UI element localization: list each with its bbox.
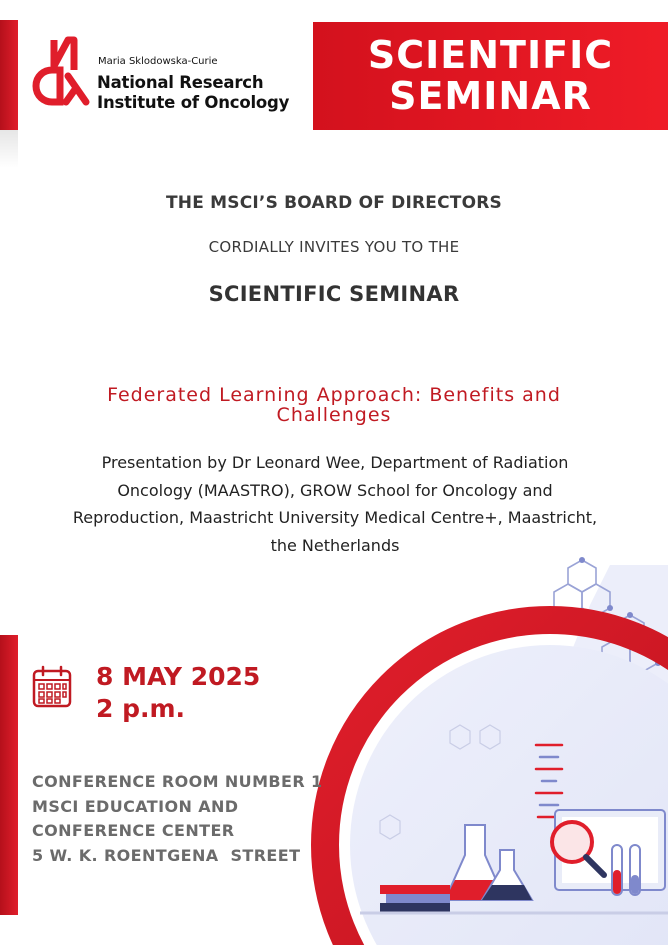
- presenter-line4: the Netherlands: [270, 535, 400, 555]
- logo-title-line2: Institute of Oncology: [97, 93, 290, 112]
- laboratory-illustration: [300, 545, 668, 945]
- venue-line1: CONFERENCE ROOM NUMBER 1: [32, 772, 323, 791]
- presenter-line2: Oncology (MAASTRO), GROW School for Oncology and: [117, 480, 553, 500]
- event-title: SCIENTIFIC SEMINAR: [208, 282, 460, 306]
- venue-line4: 5 W. K. ROENTGENA STREET: [32, 845, 301, 865]
- title-banner: [313, 22, 668, 130]
- venue-line3: CONFERENCE CENTER: [32, 821, 235, 840]
- presenter-line1: Presentation by Dr Leonard Wee, Department of Radiation: [101, 453, 569, 472]
- left-accent-strip-top: [0, 20, 18, 130]
- left-accent-strip-bottom: [0, 635, 18, 915]
- left-accent-shadow: [0, 130, 18, 168]
- banner-line1: SCIENTIFIC: [367, 33, 614, 77]
- event-time: 2 p.m.: [96, 694, 186, 723]
- presenter-info: [10, 449, 660, 559]
- logo-title-line1: National Research: [97, 73, 264, 92]
- banner-line2: SEMINAR: [389, 74, 592, 118]
- presenter-line3: Reproduction, Maastricht University Medical Centre+, Maastricht,: [72, 508, 598, 527]
- logo-title: [97, 73, 289, 113]
- board-heading: THE MSCI’S BOARD OF DIRECTORS: [166, 193, 502, 213]
- institute-logo-icon: [30, 36, 90, 111]
- talk-title-line1: Federated Learning Approach: Benefits and: [107, 384, 561, 406]
- event-datetime: [96, 661, 260, 725]
- talk-title-line2: Challenges: [276, 404, 392, 426]
- calendar-icon: [32, 665, 72, 709]
- logo-subtitle: Maria Sklodowska-Curie: [98, 56, 218, 67]
- venue-line2: MSCI EDUCATION AND: [32, 796, 239, 816]
- talk-title: [20, 385, 648, 425]
- event-date: 8 MAY 2025: [96, 662, 261, 691]
- invite-text: CORDIALLY INVITES YOU TO THE: [208, 238, 460, 256]
- venue-info: [32, 770, 323, 868]
